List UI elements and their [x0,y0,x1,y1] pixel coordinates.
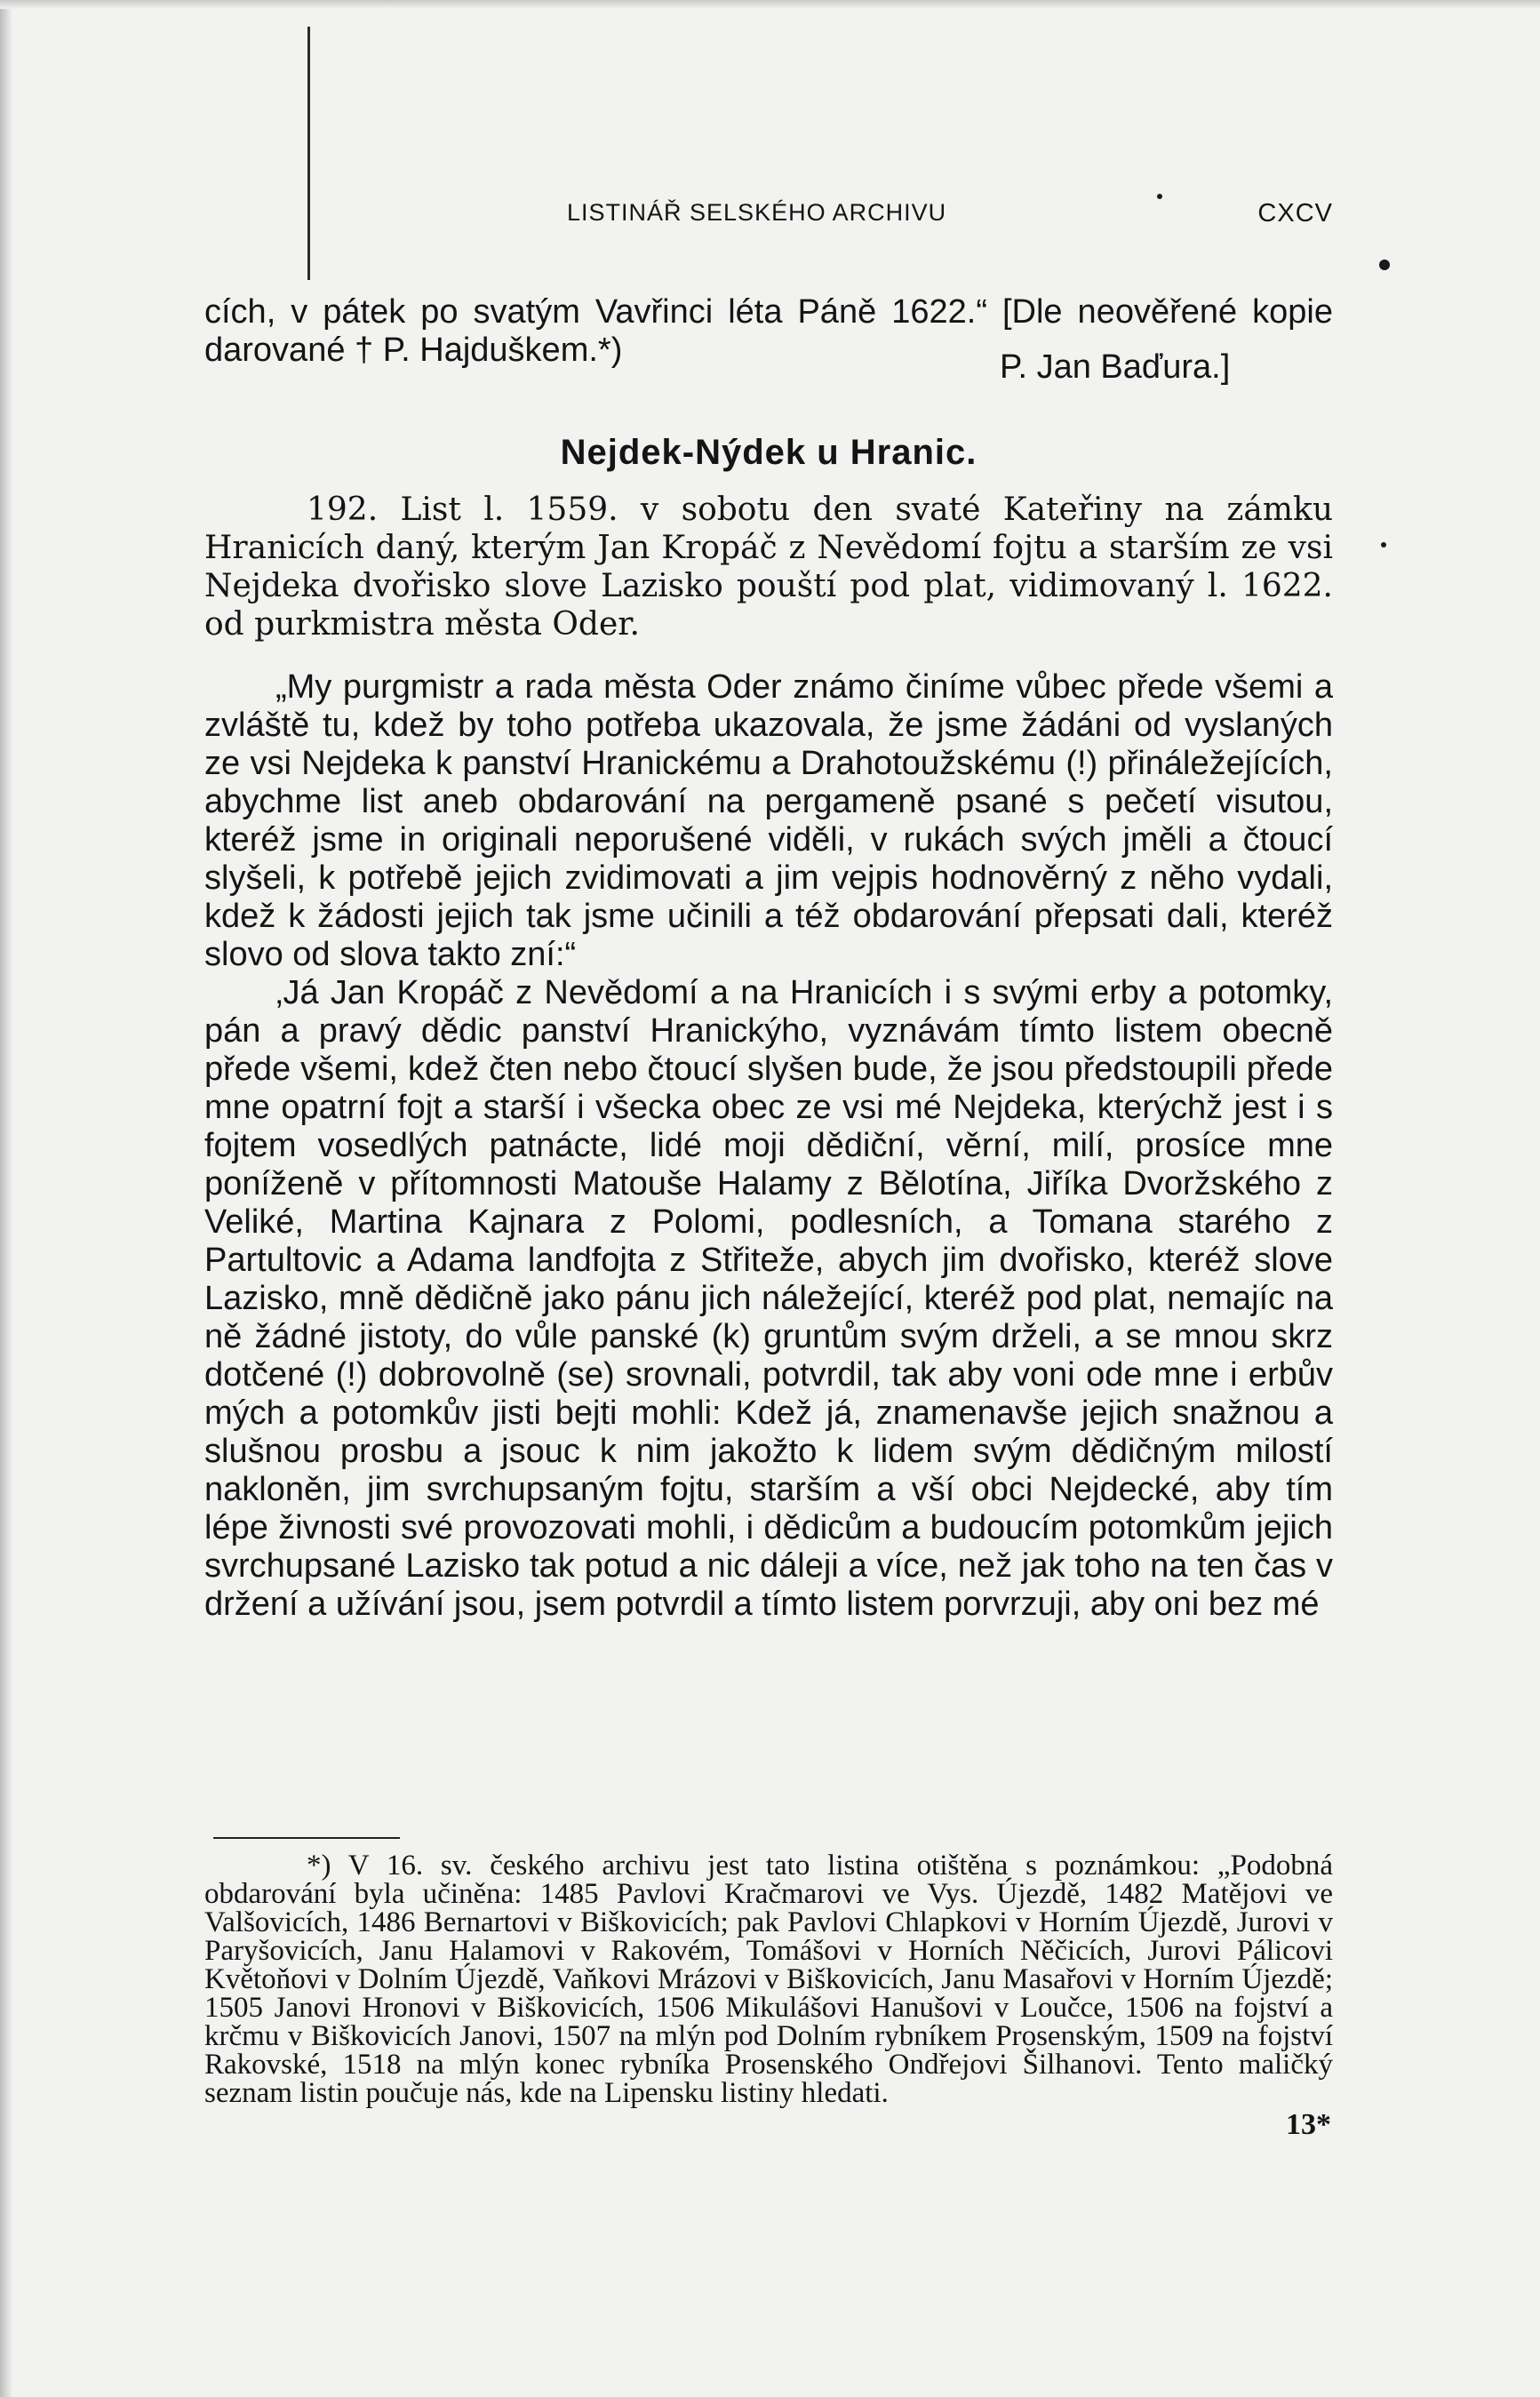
body-paragraph-1: „My purgmistr a rada města Oder známo činíme vůbec přede všemi a zvláště tu, kdež by toho potřeba ukazovala, že jsme žádáni od vyslaných ze vsi Nejdeka k panství Hranickému a Drahotoužskému (!) přináležejících, abychme list aneb obdarování na pergameně psané s pečetí visutou, kteréž jsme in originali neporušené viděli, v rukách svých jměli a čtoucí slyšeli, k potřebě jejich zvidimovati a jim vejpis hodnověrný z něho vydali, kdež k žádosti jejich tak jsme učinili a též obdarování přepsati dali, kteréž slovo od slova takto zní:“ [204,668,1333,973]
scan-edge-left [0,0,12,2397]
running-title: LISTINÁŘ SELSKÉHO ARCHIVU [567,199,947,226]
running-head [204,194,1333,229]
footnote [204,1851,1333,2107]
margin-dot [1379,260,1390,270]
margin-dot-small [1381,542,1386,547]
regest-text: 192. List l. 1559. v sobotu den svaté Kateřiny na zámku Hranicích daný, kterým Jan Kropáč z Nevědomí fojtu a starším ze vsi Nejdeka dvořisko slove Lazisko pouští pod plat, vidimovaný l. 1622. od purkmistra města Oder. [204,491,1333,643]
speck-mark [1157,194,1162,199]
document-regest [204,491,1333,643]
footnote-rule [213,1837,400,1839]
continuation-paragraph: cích, v pátek po svatým Vavřinci léta Páně 1622.“ [Dle neověřené kopie darované † P. Hajduškem.*) [204,293,1333,369]
author-signature: P. Jan Baďura.] [1000,348,1231,386]
scan-edge-top [0,0,1540,9]
page-number: CXCV [1257,199,1333,228]
body-text [204,668,1333,1624]
section-heading: Nejdek-Nýdek u Hranic. [560,433,977,472]
fold-line [307,27,310,280]
printer-signature-mark: 13* [1286,2108,1331,2141]
body-paragraph-2: ‚Já Jan Kropáč z Nevědomí a na Hranicích i s svými erby a potomky, pán a pravý dědic panství Hranickýho, vyznávám tímto listem obecně přede všemi, kdež čten nebo čtoucí slyšen bude, že jsou předstoupili přede mne opatrní fojt a starší i všecka obec ze vsi mé Nejdeka, kterýchž jest i s fojtem vosedlých patnácte, lidé moji dědiční, věrní, milí, prosíce mne poníženě v přítomnosti Matouše Halamy z Bělotína, Jiříka Dvoržského z Veliké, Martina Kajnara z Polomi, podlesních, a Tomana starého z Partultovic a Adama landfojta z Střiteže, abych jim dvořisko, kteréž slove Lazisko, mně dědičně jako pánu jich náležející, kteréž pod plat, nemajíc na ně žádné jistoty, do vůle panské (k) gruntům svým drželi, a se mnou skrz dotčené (!) dobrovolně (se) srovnali, potvrdil, tak aby voni ode mne i erbův mých a potomkův jisti bejti mohli: Kdež já, znamenavše jejich snažnou a slušnou prosbu a jsouc k nim jakožto k lidem svým dědičným milostí nakloněn, jim svrchupsaným fojtu, starším a vší obci Nejdecké, aby tím lépe živnosti své provozovati mohli, i dědicům a budoucím potomkům jejich svrchupsané Lazisko tak potud a nic dáleji a více, než jak toho na ten čas v držení a užívání jsou, jsem potvrdil a tímto listem porvrzuji, aby oni bez mé [204,974,1333,1623]
footnote-text: *) V 16. sv. českého archivu jest tato listina otištěna s poznámkou: „Podobná obdarování byla učiněna: 1485 Pavlovi Kračmarovi ve Vys. Újezdě, 1482 Matějovi ve Valšovicích, 1486 Bernartovi v Biškovicích; pak Pavlovi Chlapkovi v Horním Újezdě, Jurovi v Paryšovicích, Janu Halamovi v Rakovém, Tomášovi v Horních Něčicích, Jurovi Pálicovi Květoňovi v Dolním Újezdě, Vaňkovi Mrázovi v Biškovicích, Janu Masařovi v Horním Újezdě; 1505 Janovi Hronovi v Biškovicích, 1506 Mikulášovi Hanušovi v Loučce, 1506 na fojství a krčmu v Biškovicích Janovi, 1507 na mlýn pod Dolním rybníkem Prosenským, 1509 na fojství Rakovské, 1518 na mlýn konec rybníka Prosenského Ondřejovi Šilhanovi. Tento maličký seznam listin poučuje nás, kde na Lipensku listiny hledati. [204,1850,1333,2109]
